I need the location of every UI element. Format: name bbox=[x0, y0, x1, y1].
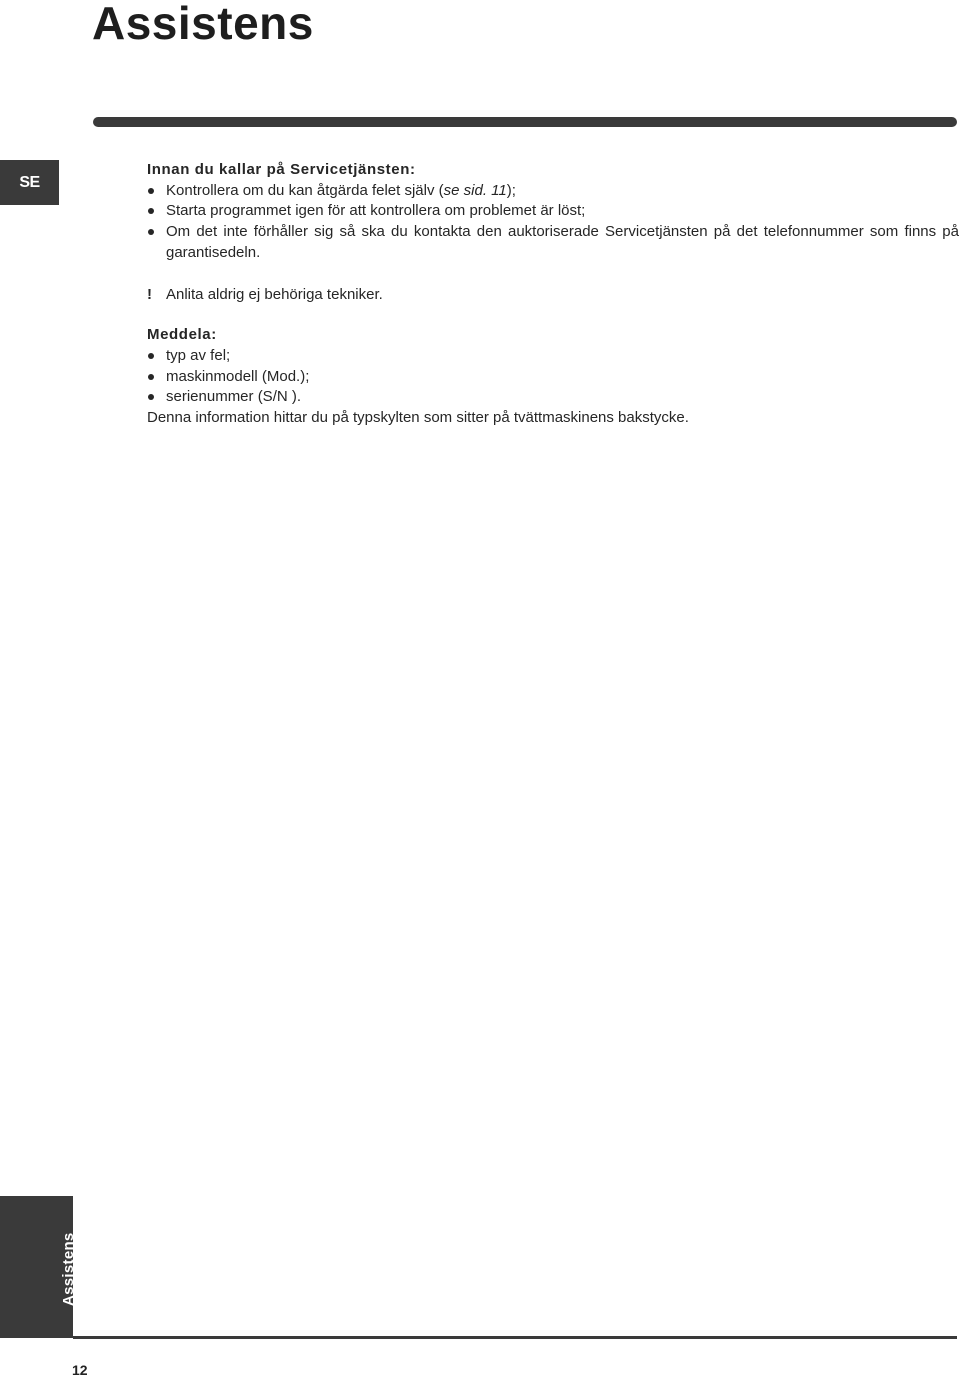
list-item: maskinmodell (Mod.); bbox=[147, 367, 959, 388]
warning-text: Anlita aldrig ej behöriga tekniker. bbox=[166, 285, 383, 303]
page-reference: se sid. 11 bbox=[443, 181, 507, 199]
list-item: Om det inte förhåller sig så ska du kontakta den auktoriserade Servicetjänsten på det telefonnummer som finns på garantisedeln. bbox=[147, 222, 959, 263]
page-number: 12 bbox=[72, 1362, 88, 1378]
footer-divider bbox=[73, 1336, 957, 1339]
item-text: Kontrollera om du kan åtgärda felet själv ( bbox=[166, 181, 444, 199]
list-item bbox=[147, 181, 959, 202]
before-call-heading: Innan du kallar på Servicetjänsten: bbox=[147, 161, 416, 178]
report-section bbox=[147, 325, 959, 429]
side-section-label: Assistens bbox=[60, 1232, 77, 1306]
list-item: serienummer (S/N ). bbox=[147, 387, 959, 408]
report-note: Denna information hittar du på typskylten som sitter på tvättmaskinens bakstycke. bbox=[147, 409, 689, 427]
report-heading: Meddela: bbox=[147, 326, 217, 344]
list-item: Starta programmet igen för att kontrollera om problemet är löst; bbox=[147, 201, 959, 222]
language-tab: SE bbox=[0, 160, 59, 205]
before-call-list bbox=[147, 181, 959, 264]
assistance-content bbox=[147, 160, 959, 429]
page-title: Assistens bbox=[92, 0, 314, 49]
warning-note bbox=[147, 285, 959, 306]
report-list bbox=[147, 346, 959, 408]
list-item: typ av fel; bbox=[147, 346, 959, 367]
warning-icon: ! bbox=[147, 285, 152, 303]
header-divider bbox=[93, 117, 957, 127]
item-text: ); bbox=[506, 181, 516, 199]
